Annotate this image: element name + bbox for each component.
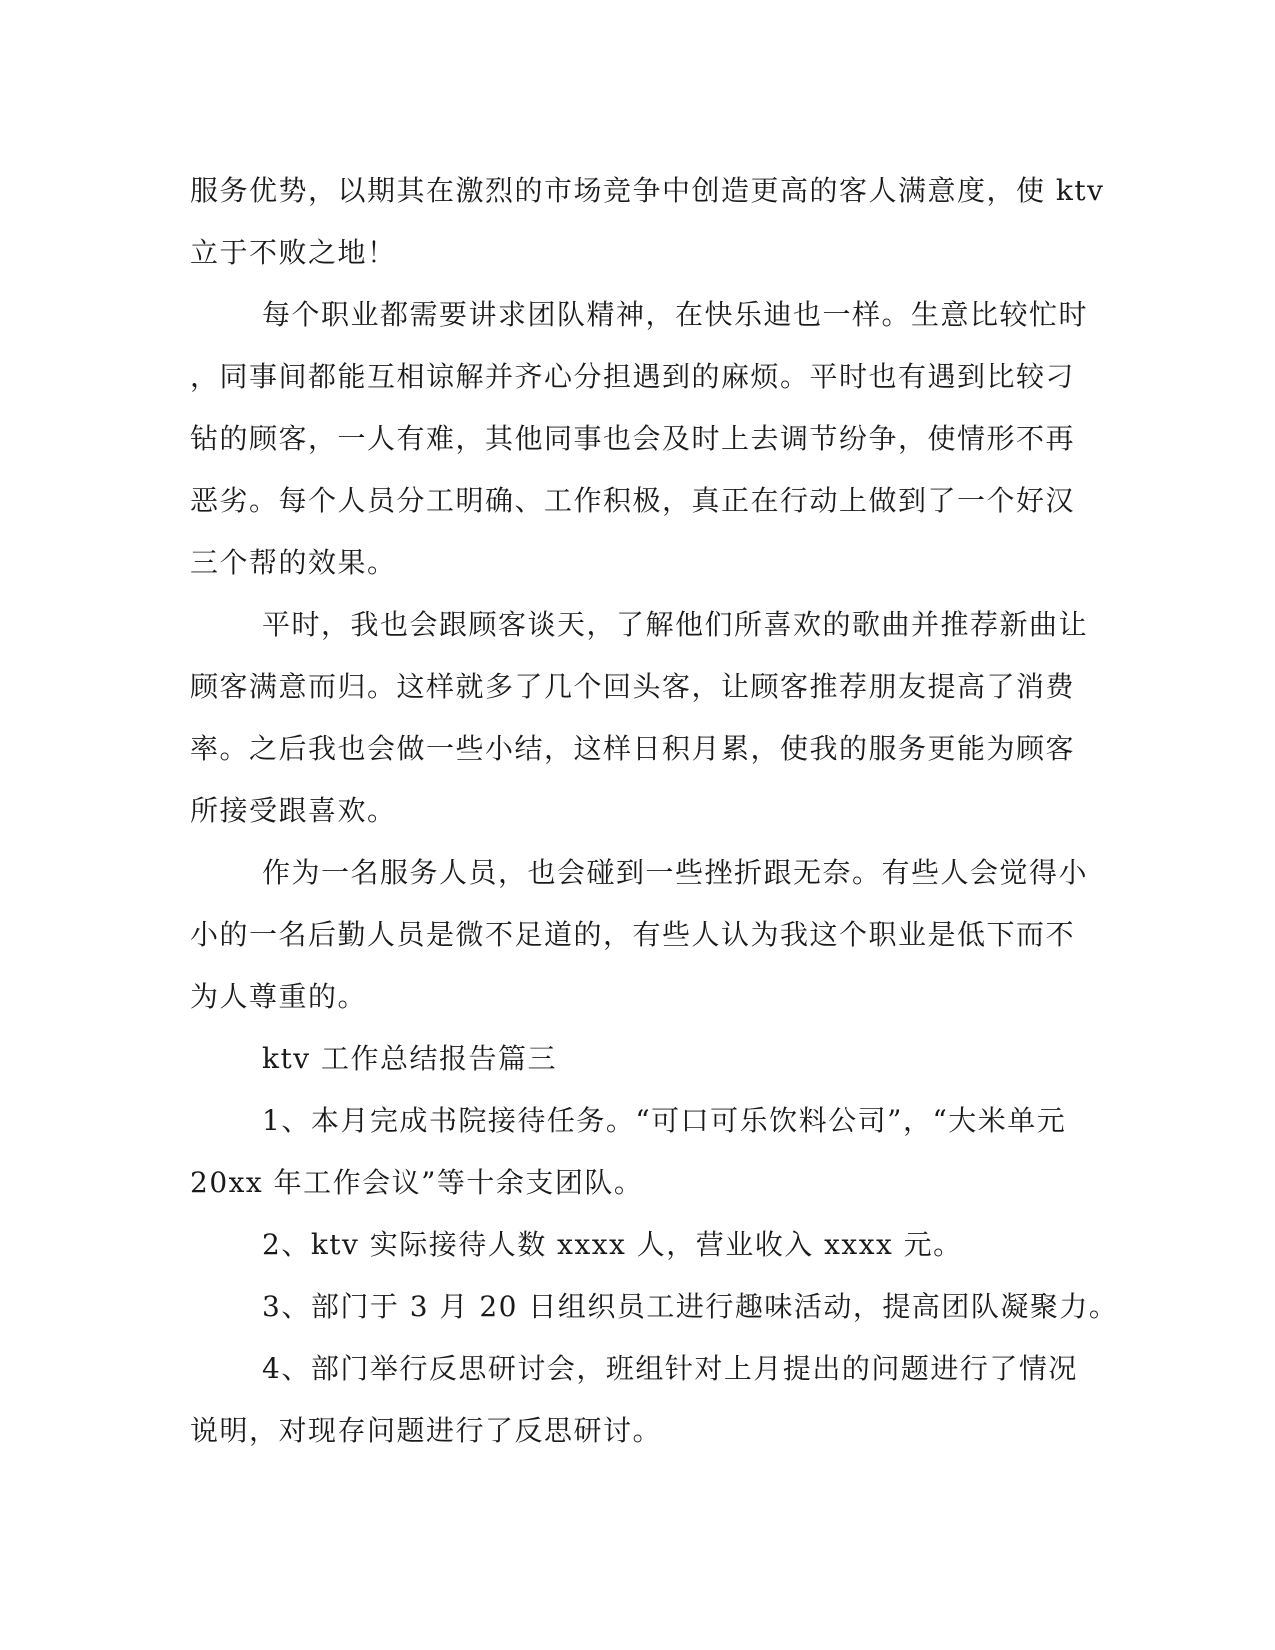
- list-item-1: 1、本月完成书院接待任务。“可口可乐饮料公司”，“大米单元: [262, 1104, 1067, 1137]
- body-text: [190, 160, 1119, 1462]
- list-item-3: 3、部门于 3 月 20 日组织员工进行趣味活动，提高团队凝聚力。: [262, 1290, 1119, 1323]
- text-line: 钻的顾客，一人有难，其他同事也会及时上去调节纷争，使情形不再: [190, 422, 1076, 455]
- text-line: 恶劣。每个人员分工明确、工作积极，真正在行动上做到了一个好汉: [190, 484, 1076, 517]
- text-line: 所接受跟喜欢。: [190, 794, 397, 827]
- paragraph-start-line: 作为一名服务人员，也会碰到一些挫折跟无奈。有些人会觉得小: [262, 856, 1089, 889]
- text-line: 说明，对现存问题进行了反思研讨。: [190, 1414, 663, 1447]
- text-line: ，同事间都能互相谅解并齐心分担遇到的麻烦。平时也有遇到比较刁: [190, 360, 1076, 393]
- text-line: 三个帮的效果。: [190, 546, 397, 579]
- text-line: 小的一名后勤人员是微不足道的，有些人认为我这个职业是低下而不: [190, 918, 1076, 951]
- text-line: 为人尊重的。: [190, 980, 368, 1013]
- paragraph-start-line: 平时，我也会跟顾客谈天，了解他们所喜欢的歌曲并推荐新曲让: [262, 608, 1089, 641]
- text-line: 立于不败之地！: [190, 236, 397, 269]
- section-heading: ktv 工作总结报告篇三: [262, 1042, 557, 1075]
- paragraph-start-line: 每个职业都需要讲求团队精神，在快乐迪也一样。生意比较忙时: [262, 298, 1089, 331]
- list-item-2: 2、ktv 实际接待人数 xxxx 人，营业收入 xxxx 元。: [262, 1228, 963, 1261]
- text-line: 20xx 年工作会议”等十余支团队。: [190, 1166, 644, 1199]
- text-line: 率。之后我也会做一些小结，这样日积月累，使我的服务更能为顾客: [190, 732, 1076, 765]
- text-line: 顾客满意而归。这样就多了几个回头客，让顾客推荐朋友提高了消费: [190, 670, 1076, 703]
- list-item-4: 4、部门举行反思研讨会，班组针对上月提出的问题进行了情况: [262, 1352, 1078, 1385]
- text-line: 服务优势，以期其在激烈的市场竞争中创造更高的客人满意度，使 ktv: [190, 174, 1105, 207]
